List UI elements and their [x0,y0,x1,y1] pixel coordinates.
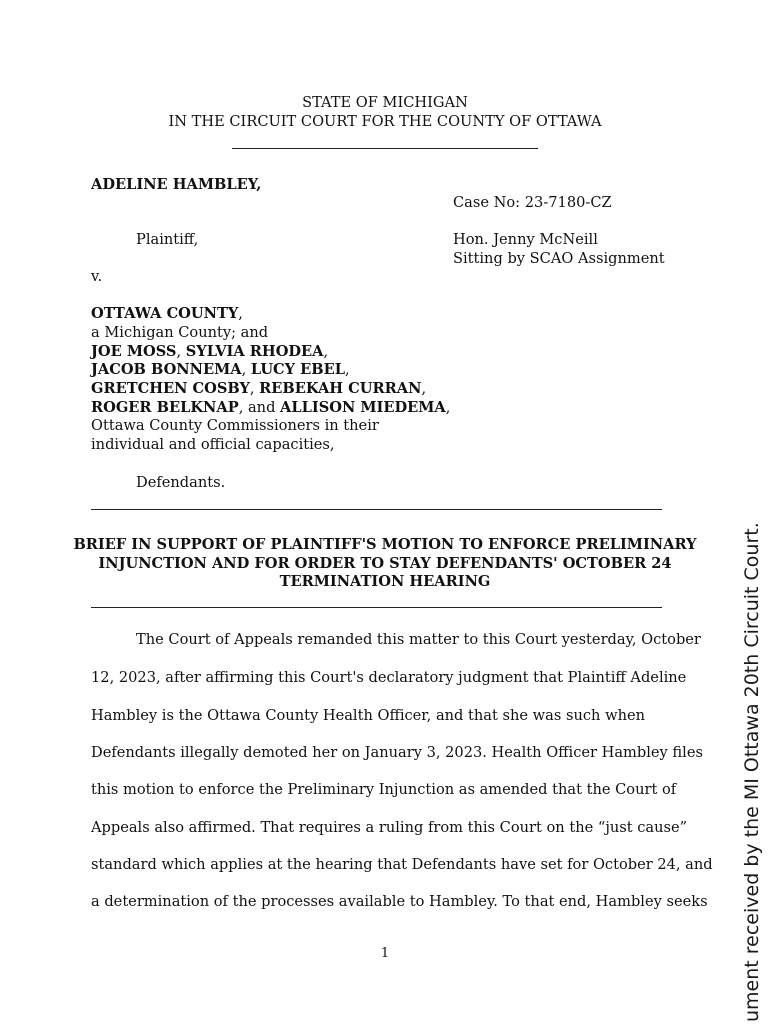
separator-text: , [445,399,451,416]
separator-text: , and [238,399,281,416]
plaintiff-role: Plaintiff, [136,231,199,248]
versus: v. [91,268,103,285]
defendant-name: JACOB BONNEMA [91,361,242,378]
state-heading: STATE OF MICHIGAN [302,94,468,111]
filing-stamp: ument received by the MI Ottawa 20th Circuit Court. [741,522,763,1022]
separator-text: , [176,343,186,360]
defendant-names-line [91,361,350,379]
defendant-names-line [91,343,328,361]
separator-text: , [323,343,329,360]
separator-text: , [249,380,260,397]
brief-title-line: BRIEF IN SUPPORT OF PLAINTIFF'S MOTION TO ENFORCE PRELIMINARY [73,536,697,553]
separator-text: , [345,361,350,378]
separator-text: , [241,361,251,378]
court-heading: IN THE CIRCUIT COURT FOR THE COUNTY OF OTTAWA [168,113,602,130]
caption-rule [91,509,662,510]
body-line: standard which applies at the hearing that Defendants have set for October 24, and [91,856,713,873]
brief-title-line: INJUNCTION AND FOR ORDER TO STAY DEFENDANTS' OCTOBER 24 [98,555,672,572]
body-line: Appeals also affirmed. That requires a ruling from this Court on the “just cause” [91,819,688,836]
page-number: 1 [380,946,390,961]
body-line: 12, 2023, after affirming this Court's declaratory judgment that Plaintiff Adeline [91,669,687,686]
brief-title-line: TERMINATION HEARING [279,573,491,590]
defendant-name: ROGER BELKNAP [91,399,239,416]
body-line: Defendants illegally demoted her on January 3, 2023. Health Officer Hambley files [91,744,703,761]
defendant-names-line [91,399,450,417]
defendant-name: LUCY EBEL [250,361,346,378]
defendant-name: REBEKAH CURRAN [259,380,422,397]
defendant-name: ALLISON MIEDEMA [280,399,446,416]
separator-text: , [421,380,427,397]
judge-assignment: Sitting by SCAO Assignment [453,250,665,267]
defendant-county-desc: a Michigan County; and [91,324,269,341]
defendant-capacity-line: Ottawa County Commissioners in their [91,417,379,434]
defendant-names-line [91,380,426,398]
defendant-capacity-line: individual and official capacities, [91,436,335,453]
body-line: a determination of the processes available to Hambley. To that end, Hambley seeks [91,893,708,910]
plaintiff-name: ADELINE HAMBLEY, [91,176,262,193]
defendant-role: Defendants. [136,474,226,491]
defendant-name: GRETCHEN COSBY [91,380,250,397]
body-line: Hambley is the Ottawa County Health Officer, and that she was such when [91,707,646,724]
case-number: Case No: 23-7180-CZ [453,194,612,211]
title-rule [91,607,662,608]
defendant-county: OTTAWA COUNTY, [91,305,243,322]
header-rule [232,148,538,149]
body-line: this motion to enforce the Preliminary Injunction as amended that the Court of [91,781,677,798]
defendant-name: JOE MOSS [91,343,177,360]
judge-name: Hon. Jenny McNeill [453,231,598,248]
body-line: The Court of Appeals remanded this matter to this Court yesterday, October [136,631,701,648]
defendant-name: SYLVIA RHODEA [185,343,324,360]
